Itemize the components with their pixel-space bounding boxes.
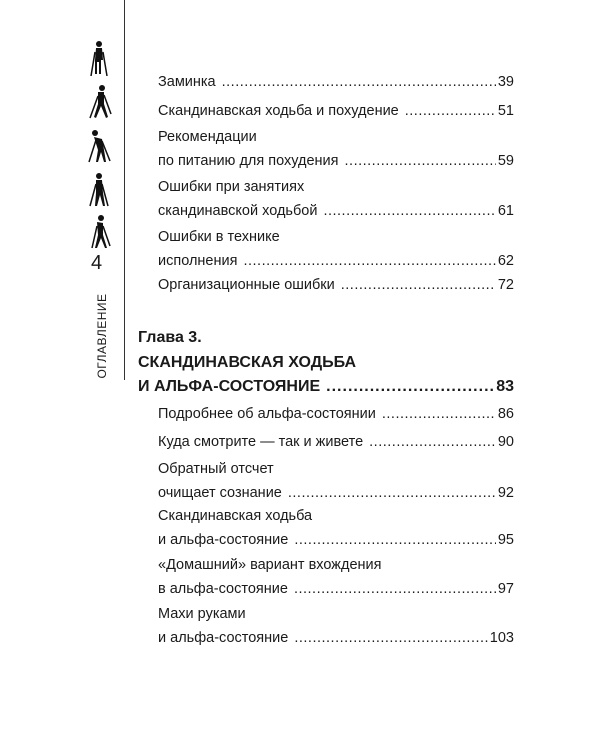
- dot-leader: [288, 481, 496, 505]
- toc-entry-page: 90: [497, 434, 514, 450]
- toc-entry-page: 92: [497, 485, 514, 501]
- toc-entry-page: 39: [497, 74, 514, 90]
- dot-leader: [323, 199, 495, 223]
- toc-entry-page: 61: [497, 203, 514, 219]
- chapter-title-line-2[interactable]: [138, 374, 514, 400]
- toc-entry-title-cont: исполнения: [158, 253, 238, 269]
- toc-entry[interactable]: [158, 273, 514, 297]
- nordic-walker-standing-icon: [84, 40, 114, 76]
- toc-entry-page: 72: [497, 277, 514, 293]
- toc-entry-title: «Домашний» вариант вхождения: [158, 557, 382, 573]
- toc-entry-title: Ошибки при занятиях: [158, 179, 305, 195]
- dot-leader: [294, 626, 487, 650]
- toc-entry-title-cont: и альфа-состояние: [158, 630, 289, 646]
- toc-entry-title-cont: очищает сознание: [158, 485, 282, 501]
- nordic-walker-striding-icon: [84, 84, 114, 120]
- dot-leader: [294, 577, 496, 601]
- toc-entry[interactable]: [158, 125, 514, 173]
- toc-entry[interactable]: [158, 99, 514, 123]
- toc-entry-title: Махи руками: [158, 606, 246, 622]
- toc-entry-title-cont: и альфа-состояние: [158, 532, 289, 548]
- toc-entry-title: Куда смотрите — так и живете: [158, 434, 364, 450]
- toc-entry-title-cont: по питанию для похудения: [158, 153, 339, 169]
- toc-entry-title-cont: скандинавской ходьбой: [158, 203, 318, 219]
- toc-entry-title: Скандинавская ходьба: [158, 508, 313, 524]
- toc-entry-title-cont: в альфа-состояние: [158, 581, 288, 597]
- dot-leader: [405, 99, 496, 123]
- toc-entry-page: 59: [497, 153, 514, 169]
- toc-entry-page: 51: [497, 103, 514, 119]
- dot-leader: [243, 249, 495, 273]
- margin-rule: [124, 0, 125, 380]
- dot-leader: [222, 70, 496, 94]
- toc-entry-title: Рекомендации: [158, 129, 257, 145]
- toc-entry[interactable]: [158, 430, 514, 454]
- toc-entry-title: Заминка: [158, 74, 216, 90]
- toc-entry-title: Подробнее об альфа-состоянии: [158, 406, 376, 422]
- toc-entry-title: Скандинавская ходьба и похудение: [158, 103, 399, 119]
- toc-entry[interactable]: [158, 225, 514, 273]
- toc-entry[interactable]: [158, 553, 514, 601]
- toc-entry[interactable]: [158, 602, 514, 650]
- dot-leader: [369, 430, 496, 454]
- toc-entry[interactable]: [158, 70, 514, 94]
- chapter-page: 83: [496, 378, 514, 395]
- chapter-title-line-1[interactable]: [138, 350, 514, 376]
- toc-entry-page: 62: [497, 253, 514, 269]
- dot-leader: [326, 374, 494, 400]
- toc-entry-page: 97: [497, 581, 514, 597]
- toc-entry-page: 103: [489, 630, 514, 646]
- toc-entry-title: Обратный отсчет: [158, 461, 274, 477]
- chapter-label: Глава 3.: [138, 329, 202, 346]
- toc-entry[interactable]: [158, 175, 514, 223]
- toc-entry-title: Организационные ошибки: [158, 277, 335, 293]
- page-number: 4: [91, 252, 103, 274]
- chapter-title-text: И АЛЬФА-СОСТОЯНИЕ: [138, 378, 321, 395]
- toc-entry[interactable]: [158, 402, 514, 426]
- toc-entry-page: 86: [497, 406, 514, 422]
- chapter-title-text: СКАНДИНАВСКАЯ ХОДЬБА: [138, 354, 357, 371]
- toc-entry[interactable]: [158, 457, 514, 505]
- nordic-walker-stepping-icon: [84, 172, 114, 208]
- running-head: ОГЛАВЛЕНИЕ: [95, 293, 109, 379]
- nordic-walker-leaning-icon: [84, 214, 114, 250]
- dot-leader: [382, 402, 496, 426]
- toc-entry-page: 95: [497, 532, 514, 548]
- toc-entry-title: Ошибки в технике: [158, 229, 280, 245]
- toc-entry[interactable]: [158, 504, 514, 552]
- nordic-walker-bending-icon: [84, 128, 114, 164]
- dot-leader: [294, 528, 496, 552]
- dot-leader: [345, 149, 496, 173]
- dot-leader: [341, 273, 496, 297]
